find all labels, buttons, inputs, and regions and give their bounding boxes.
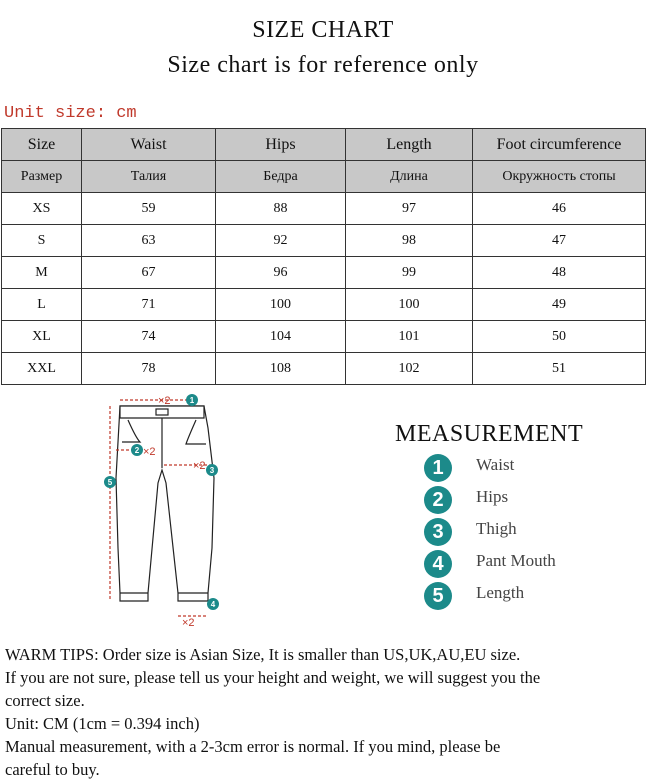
table-cell: 49 xyxy=(473,289,646,321)
table-cell: M xyxy=(2,257,82,289)
pants-diagram xyxy=(96,388,231,633)
measurement-title: MEASUREMENT xyxy=(395,421,584,447)
number-5-icon: 5 xyxy=(424,582,452,610)
table-cell: 51 xyxy=(473,353,646,385)
table-cell: 92 xyxy=(216,225,346,257)
header-cell: Length xyxy=(346,129,473,161)
warm-tips xyxy=(5,643,645,781)
mark-pant-mouth: ×2 xyxy=(182,617,195,629)
table-cell: 102 xyxy=(346,353,473,385)
number-4-icon: 4 xyxy=(424,550,452,578)
tips-line: WARM TIPS: Order size is Asian Size, It is smaller than US,UK,AU,EU size. xyxy=(5,645,521,664)
table-row xyxy=(2,289,646,321)
table-row xyxy=(2,193,646,225)
table-cell: XXL xyxy=(2,353,82,385)
table-cell: 100 xyxy=(346,289,473,321)
marker-4-label: 4 xyxy=(210,600,216,609)
header-cell: Окружность стопы xyxy=(473,161,646,193)
marker-2-label: 2 xyxy=(134,446,140,455)
marker-5-label: 5 xyxy=(107,478,113,487)
header-cell: Бедра xyxy=(216,161,346,193)
table-cell: 67 xyxy=(82,257,216,289)
table-cell: 74 xyxy=(82,321,216,353)
table-cell: 71 xyxy=(82,289,216,321)
header-cell: Размер xyxy=(2,161,82,193)
measurement-label: Thigh xyxy=(476,519,517,538)
header-cell: Waist xyxy=(82,129,216,161)
table-cell: XL xyxy=(2,321,82,353)
table-cell: 59 xyxy=(82,193,216,225)
table-cell: 98 xyxy=(346,225,473,257)
table-cell: S xyxy=(2,225,82,257)
marker-1-label: 1 xyxy=(189,396,195,405)
table-row xyxy=(2,257,646,289)
number-1-icon: 1 xyxy=(424,454,452,482)
table-header-row-ru xyxy=(2,161,646,193)
table-cell: 88 xyxy=(216,193,346,225)
header-cell: Талия xyxy=(82,161,216,193)
table-row xyxy=(2,353,646,385)
mark-thigh: ×2 xyxy=(193,460,206,472)
header-cell: Size xyxy=(2,129,82,161)
measurement-label: Length xyxy=(476,583,525,602)
table-row xyxy=(2,321,646,353)
measurement-label: Hips xyxy=(476,487,509,506)
table-cell: 96 xyxy=(216,257,346,289)
table-cell: 50 xyxy=(473,321,646,353)
table-cell: 47 xyxy=(473,225,646,257)
page-title: SIZE CHART xyxy=(252,17,394,43)
table-cell: 99 xyxy=(346,257,473,289)
marker-3-label: 3 xyxy=(209,466,215,475)
measurement-label: Pant Mouth xyxy=(476,551,556,570)
table-cell: 101 xyxy=(346,321,473,353)
table-cell: L xyxy=(2,289,82,321)
header-cell: Foot circumference xyxy=(473,129,646,161)
table-cell: 100 xyxy=(216,289,346,321)
mark-hips: ×2 xyxy=(143,446,156,458)
tips-line: Unit: CM (1cm = 0.394 inch) xyxy=(5,714,200,733)
header-cell: Длина xyxy=(346,161,473,193)
unit-label: Unit size: cm xyxy=(4,104,137,123)
table-cell: XS xyxy=(2,193,82,225)
mark-waist: ×2 xyxy=(158,395,171,407)
header-cell: Hips xyxy=(216,129,346,161)
table-cell: 48 xyxy=(473,257,646,289)
table-cell: 46 xyxy=(473,193,646,225)
table-header-row-en xyxy=(2,129,646,161)
number-3-icon: 3 xyxy=(424,518,452,546)
table-cell: 104 xyxy=(216,321,346,353)
tips-line: If you are not sure, please tell us your height and weight, we will suggest you the xyxy=(5,668,541,687)
table-cell: 108 xyxy=(216,353,346,385)
size-table xyxy=(1,128,646,385)
tips-line: Manual measurement, with a 2-3cm error is normal. If you mind, please be xyxy=(5,737,501,756)
tips-line: careful to buy. xyxy=(5,760,100,779)
table-row xyxy=(2,225,646,257)
number-2-icon: 2 xyxy=(424,486,452,514)
page-subtitle: Size chart is for reference only xyxy=(167,52,479,78)
pants-outline xyxy=(116,406,214,601)
table-cell: 97 xyxy=(346,193,473,225)
table-cell: 63 xyxy=(82,225,216,257)
measurement-label: Waist xyxy=(476,455,515,474)
table-cell: 78 xyxy=(82,353,216,385)
tips-line: correct size. xyxy=(5,691,85,710)
